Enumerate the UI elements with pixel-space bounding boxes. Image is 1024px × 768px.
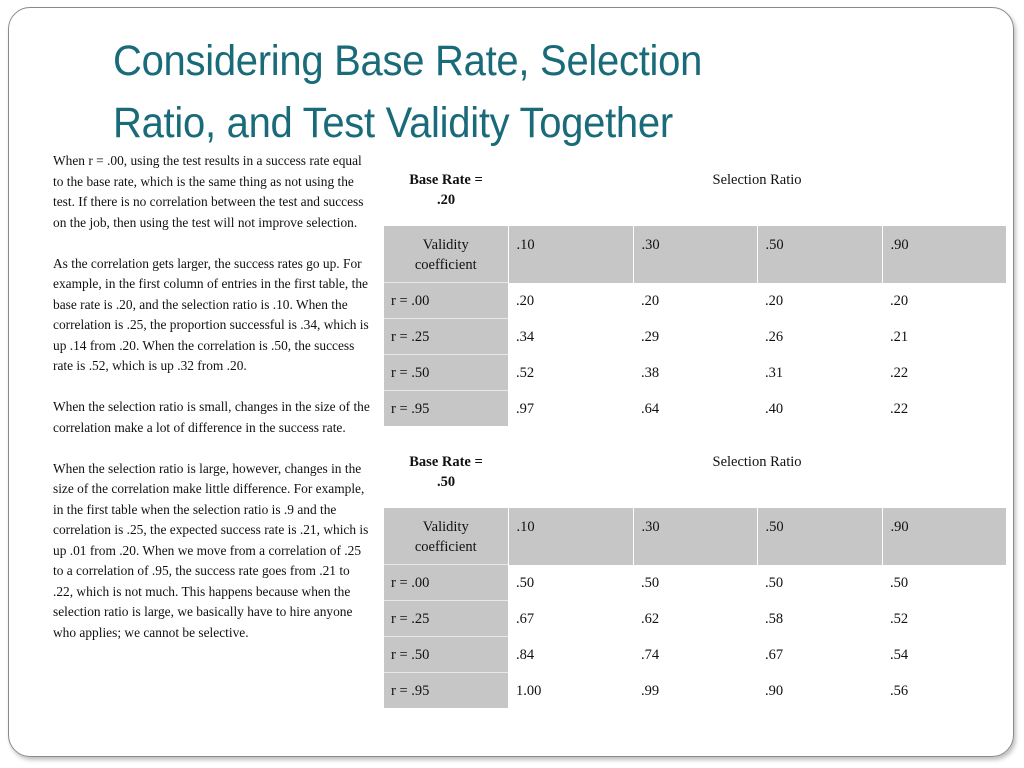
table-cell: .67 — [765, 646, 784, 663]
table-cell: .38 — [641, 364, 660, 381]
base-rate-label: Base Rate = — [409, 172, 483, 188]
table-cell: .50 — [890, 574, 909, 591]
ratio-cell: .30 — [633, 226, 757, 283]
explanation-text — [53, 151, 373, 664]
table-cell: .84 — [516, 646, 535, 663]
table-row — [384, 355, 1006, 391]
ratio-cell: .30 — [633, 508, 757, 565]
correlation-label: r = .25 — [384, 319, 508, 355]
validity-label: Validity — [422, 519, 469, 535]
table-cell: .50 — [765, 574, 784, 591]
table-row — [384, 601, 1006, 637]
base-rate-value: .20 — [436, 192, 456, 208]
table-cell: .31 — [765, 364, 784, 381]
correlation-label: r = .95 — [384, 391, 508, 427]
correlation-label: r = .25 — [384, 601, 508, 637]
validity-label: Validity — [422, 237, 469, 253]
correlation-label: r = .00 — [384, 283, 508, 319]
table-cell: .52 — [890, 610, 909, 627]
ratio-cell: .10 — [508, 508, 633, 565]
table-cell: .74 — [641, 646, 660, 663]
paragraph: When the selection ratio is large, however, changes in the size of the correlation make little difference. For example, in the first table when the selection ratio is .9 and the correlation is .25, the expected success rate is .21, which is up .01 from .20. When we move from a correlation of .25 to a correlation of .95, the success rate goes from .21 to .22, which is not much. This happens because when the selection ratio is large, we basically have to hire anyone who applies; we cannot be selective. — [53, 460, 369, 640]
slide-title — [113, 30, 913, 154]
table-row — [384, 283, 1006, 319]
selection-ratio-header — [508, 170, 1006, 226]
table-cell: .50 — [641, 574, 660, 591]
ratio-cell: .90 — [882, 508, 1006, 565]
base-rate-header — [384, 170, 508, 226]
table-cell: .26 — [765, 328, 784, 345]
title-line-2: Ratio, and Test Validity Together — [113, 99, 673, 147]
validity-header — [384, 226, 508, 283]
validity-header — [384, 508, 508, 565]
paragraph: When r = .00, using the test results in a success rate equal to the base rate, which is the same thing as not using the test. If there is no correlation between the test and success on the job, then using the test will not improve selection. — [53, 153, 364, 230]
table-row — [384, 391, 1006, 427]
base-rate-label: Base Rate = — [409, 454, 483, 470]
ratio-cell: .50 — [757, 226, 882, 283]
table-row — [384, 637, 1006, 673]
table-cell: .40 — [765, 400, 784, 417]
table-cell: .20 — [641, 292, 660, 309]
correlation-label: r = .95 — [384, 673, 508, 709]
table-cell: .56 — [890, 682, 909, 699]
correlation-label: r = .50 — [384, 355, 508, 391]
title-line-1: Considering Base Rate, Selection — [113, 37, 703, 85]
ratio-header-row — [384, 226, 1006, 283]
table-cell: .52 — [516, 364, 535, 381]
table-cell: .97 — [516, 400, 535, 417]
table-cell: .64 — [641, 400, 660, 417]
ratio-header-row — [384, 508, 1006, 565]
selection-ratio-header — [508, 452, 1006, 508]
table-cell: .62 — [641, 610, 660, 627]
ratio-cell: .50 — [757, 508, 882, 565]
table-cell: .22 — [890, 400, 909, 417]
correlation-label: r = .50 — [384, 637, 508, 673]
paragraph: As the correlation gets larger, the success rates go up. For example, in the first column of entries in the first table, the base rate is .20, and the selection ratio is .10. When the correlation is .25, the proportion successful is .34, which is up .14 from .20. When the correlation is .50, the success rate is .52, which is up .32 from .20. — [53, 255, 369, 373]
table-cell: .20 — [890, 292, 909, 309]
selection-table-base-50 — [384, 452, 1006, 708]
table-cell: .21 — [890, 328, 909, 345]
base-rate-header — [384, 452, 508, 508]
ratio-cell: .10 — [508, 226, 633, 283]
base-rate-value: .50 — [436, 474, 456, 490]
coefficient-label: coefficient — [414, 257, 477, 273]
table-cell: .29 — [641, 328, 660, 345]
selection-ratio-label: Selection Ratio — [712, 454, 802, 470]
ratio-cell: .90 — [882, 226, 1006, 283]
table-cell: .34 — [516, 328, 535, 345]
table-cell: .22 — [890, 364, 909, 381]
correlation-label: r = .00 — [384, 565, 508, 601]
table-row — [384, 673, 1006, 709]
table-row — [384, 319, 1006, 355]
selection-table-base-20 — [384, 170, 1006, 426]
table-cell: .20 — [516, 292, 535, 309]
coefficient-label: coefficient — [414, 539, 477, 555]
table-cell: .50 — [516, 574, 535, 591]
table-row — [384, 565, 1006, 601]
table-cell: .54 — [890, 646, 909, 663]
table-cell: 1.00 — [516, 682, 542, 699]
table-cell: .90 — [765, 682, 784, 699]
table-cell: .99 — [641, 682, 660, 699]
table-cell: .20 — [765, 292, 784, 309]
selection-ratio-label: Selection Ratio — [712, 172, 802, 188]
table-cell: .67 — [516, 610, 535, 627]
table-cell: .58 — [765, 610, 784, 627]
paragraph: When the selection ratio is small, changes in the size of the correlation make a lot of difference in the success rate. — [53, 399, 370, 435]
